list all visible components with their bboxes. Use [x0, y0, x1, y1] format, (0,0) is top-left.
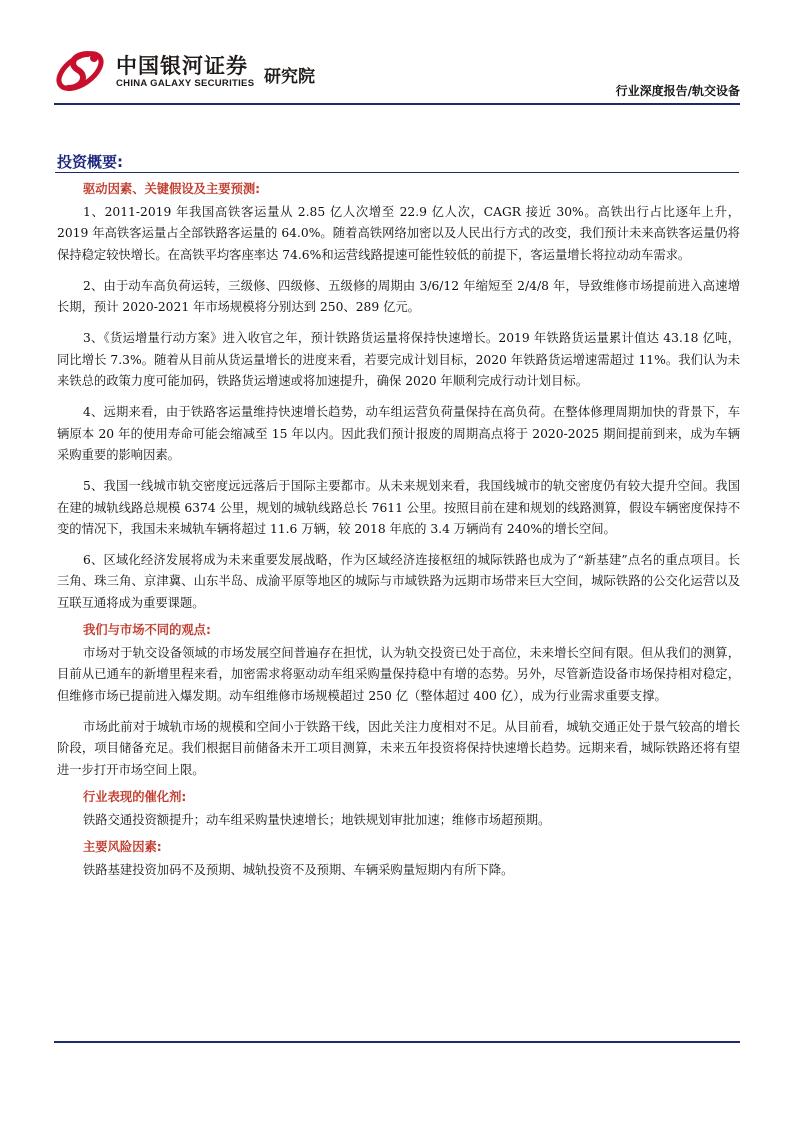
section-divider: [55, 172, 739, 173]
body-paragraph: 6、区域化经济发展将成为未来重要发展战略，作为区域经济连接枢纽的城际铁路也成为了“新基建”点名的重点项目。长三角、珠三角、京津冀、山东半岛、成渝平原等地区的城际与市域铁路为远期市场带来巨大空间，城际铁路的公交化运营以及互联互通将成为重要课题。: [57, 553, 740, 610]
subsection-heading: 主要风险因素:: [83, 840, 162, 855]
body-paragraph: 1、2011-2019 年我国高铁客运量从 2.85 亿人次增至 22.9 亿人次，CAGR 接近 30%。高铁出行占比逐年上升，2019 年高铁客运量占全部铁路客运量的 64.0%。随着高铁网络加密以及人民出行方式的改变，我们预计未来高铁客运量仍将保持稳定较快增长。在高铁平均客座率达 74.6%和运营线路提速可能性较低的前提下，客运量增长将拉动动车需求。: [57, 205, 740, 262]
footer-divider: [54, 1041, 740, 1043]
body-paragraph: 3、《货运增量行动方案》进入收官之年，预计铁路货运量将保持快速增长。2019 年铁路货运量累计值达 43.18 亿吨，同比增长 7.3%。随着从目前从货运量增长的进度来看，若要完成计划目标，2020 年铁路货运增速需超过 11%。我们认为未来铁总的政策力度可能加码，铁路货运增速或将加速提升，确保 2020 年顺利完成行动计划目标。: [57, 331, 740, 389]
galaxy-logo-icon: [54, 48, 106, 94]
section-title: 投资概要:: [57, 153, 123, 171]
body-paragraph: 市场对于轨交设备领域的市场发展空间普遍存在担忧，认为轨交投资已处于高位，未来增长空间有限。但从我们的测算，目前从已通车的新增里程来看，加密需求将驱动动车组采购量保持稳中有增的态势。另外，尽管新造设备市场保持相对稳定，但维修市场已提前进入爆发期。动车组维修市场规模超过 250 亿（整体超过 400 亿），成为行业需求重要支撑。: [57, 646, 740, 703]
report-type-label: 行业深度报告/轨交设备: [615, 84, 740, 98]
subsection-heading: 我们与市场不同的观点:: [83, 623, 211, 638]
body-paragraph: 铁路基建投资加码不及预期、城轨投资不及预期、车辆采购量短期内有所下降。: [83, 863, 514, 878]
body-paragraph: 铁路交通投资额提升；动车组采购量快速增长；地铁规划审批加速；维修市场超预期。: [83, 812, 551, 827]
logo-chinese-name: 中国银河证券: [116, 54, 248, 78]
body-paragraph: 市场此前对于城轨市场的规模和空间小于铁路干线，因此关注力度相对不足。从目前看，城轨交通正处于景气较高的增长阶段，项目储备充足。我们根据目前储备未开工项目测算，未来五年投资将保持快速增长趋势。远期来看，城际铁路还将有望进一步打开市场空间上限。: [57, 719, 740, 777]
logo-english-name: CHINA GALAXY SECURITIES: [116, 78, 255, 89]
body-paragraph: 5、我国一线城市轨交密度远远落后于国际主要都市。从未来规划来看，我国线城市的轨交密度仍有较大提升空间。我国在建的城轨线路总规模 6374 公里，规划的城轨线路总长 7611 公里。按照目前在建和规划的线路测算，假设车辆密度保持不变的情况下，我国未来城轨车辆将超过 11.6 万辆，较 2018 年底的 3.4 万辆尚有 240%的增长空间。: [57, 479, 740, 536]
header-divider: [54, 103, 740, 105]
subsection-heading: 行业表现的催化剂:: [83, 789, 187, 804]
summary-content: [57, 179, 740, 891]
body-paragraph: 2、由于动车高负荷运转，三级修、四级修、五级修的周期由 3/6/12 年缩短至 2/4/8 年，导致维修市场提前进入高速增长期，预计 2020-2021 年市场规模将分别达到 250、289 亿元。: [57, 278, 740, 315]
report-header: [54, 44, 740, 104]
body-paragraph: 4、远期来看，由于铁路客运量维持快速增长趋势，动车组运营负荷量保持在高负荷。在整体修理周期加快的背景下，车辆原本 20 年的使用寿命可能会缩减至 15 年以内。因此我们预计报废的周期高点将于 2020-2025 期间提前到来，成为车辆采购重要的影响因素。: [57, 405, 740, 462]
institute-label: 研究院: [264, 67, 315, 87]
subsection-heading: 驱动因素、关键假设及主要预测:: [83, 182, 261, 196]
